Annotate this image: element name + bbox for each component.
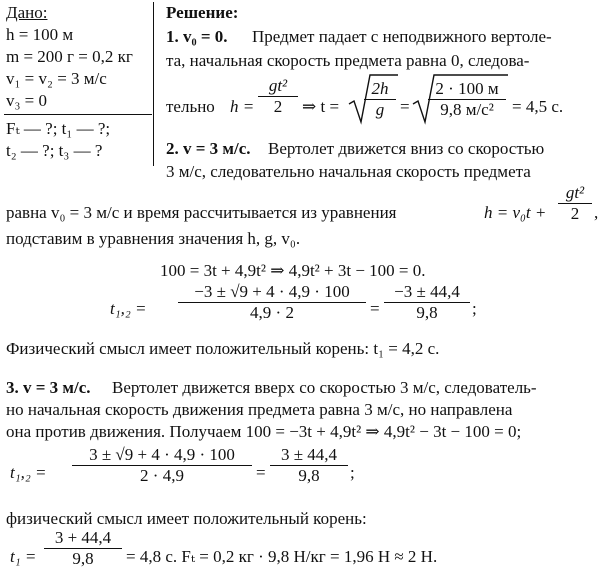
part2-physical-meaning: Физический смысл имеет положительный корень: t₁ = 4,2 с. (6, 339, 440, 358)
part2-roots-fraction-2 (384, 282, 470, 323)
fraction-numerator: −3 ± 44,4 (394, 282, 460, 301)
part3-head: 3. v = 3 м/с. (6, 378, 91, 397)
given-line-2: m = 200 г = 0,2 кг (6, 47, 133, 66)
part3-final-lhs: t₁ = (10, 547, 37, 566)
given-line-1: h = 100 м (6, 25, 74, 44)
part3-text-3: она против движения. Получаем 100 = −3t + 4,9t² ⇒ 4,9t² − 3t − 100 = 0; (6, 422, 522, 441)
part2-main-equation: 100 = 3t + 4,9t² ⇒ 4,9t² + 3t − 100 = 0. (160, 261, 426, 280)
fraction-denominator: 9,8 (298, 466, 320, 486)
fraction-denominator: 4,9 · 2 (250, 303, 294, 323)
given-separator (4, 114, 152, 115)
find-line-1: Fₜ — ?; t₁ — ?; (6, 119, 111, 138)
part1-fraction-gt2 (258, 76, 298, 117)
fraction-numerator: 2h (371, 79, 389, 98)
part1-implies: ⇒ t = (302, 97, 340, 116)
part1-equals: = (400, 97, 410, 116)
part3-roots-equals: = (256, 463, 266, 482)
part1-head: 1. v₀ = 0. (166, 27, 228, 46)
part2-roots-end: ; (472, 299, 477, 318)
fraction-numerator: 3 ± 44,4 (280, 445, 338, 464)
part2-eq-end: , (594, 203, 599, 222)
given-line-3: v₁ = v₂ = 3 м/с (6, 69, 107, 88)
find-line-2: t₂ — ?; t₃ — ? (6, 141, 103, 160)
given-vertical-divider (153, 2, 154, 166)
given-title: Дано: (6, 3, 48, 22)
part2-text-3: равна v₀ = 3 м/с и время рассчитывается из уравнения (6, 203, 397, 222)
fraction-denominator: 2 (273, 97, 283, 117)
fraction-numerator: 3 ± √9 + 4 · 4,9 · 100 (89, 445, 235, 464)
part2-roots-equals: = (370, 299, 380, 318)
fraction-numerator: gt² (565, 183, 585, 202)
part3-roots-fraction-2 (270, 445, 348, 486)
part3-roots-end: ; (350, 463, 355, 482)
part3-physical-meaning: физический смысл имеет положительный корень: (6, 509, 367, 528)
fraction-denominator: 2 (570, 204, 580, 224)
part2-text-1: Вертолет движется вниз со скоростью (268, 139, 545, 158)
part1-text-2: та, начальная скорость предмета равна 0, следова- (166, 51, 530, 70)
fraction-denominator: g (375, 100, 385, 120)
part1-eq-h: h = (230, 97, 255, 116)
solution-title: Решение: (166, 3, 239, 22)
part2-head: 2. v = 3 м/с. (166, 139, 251, 158)
part2-text-4: подставим в уравнения значения h, g, v₀. (6, 229, 301, 248)
part2-eq-lhs: h = v₀t + (484, 203, 547, 222)
part1-text-3: тельно (166, 97, 215, 116)
part3-roots-fraction (72, 445, 252, 486)
part3-final-result: = 4,8 с. Fₜ = 0,2 кг · 9,8 Н/кг = 1,96 Н ≈ 2 Н. (126, 547, 438, 566)
part3-roots-lhs: t₁,₂ = (10, 463, 47, 482)
fraction-denominator: 9,8 (72, 549, 94, 569)
part1-sqrt1-fraction (364, 79, 396, 120)
fraction-denominator: 2 · 4,9 (140, 466, 184, 486)
fraction-numerator: gt² (268, 76, 288, 95)
fraction-numerator: −3 ± √9 + 4 · 4,9 · 100 (194, 282, 350, 301)
part2-roots-lhs: t₁,₂ = (110, 299, 147, 318)
part1-text-1: Предмет падает с неподвижного вертоле- (252, 27, 552, 46)
part3-text-1: Вертолет движется вверх со скоростью 3 м/с, следователь- (112, 378, 537, 397)
part2-eq-fraction (558, 183, 592, 224)
fraction-denominator: 9,8 м/с² (440, 100, 494, 120)
part1-result: = 4,5 с. (512, 97, 564, 116)
given-line-4: v₃ = 0 (6, 91, 48, 110)
part2-roots-fraction (178, 282, 366, 323)
part2-text-2: 3 м/с, следовательно начальная скорость предмета (166, 162, 531, 181)
part3-final-fraction (44, 528, 122, 569)
part3-text-2: но начальная скорость движения предмета равна 3 м/с, но направлена (6, 400, 513, 419)
fraction-numerator: 3 + 44,4 (54, 528, 112, 547)
part1-sqrt2-fraction (428, 79, 506, 120)
fraction-denominator: 9,8 (416, 303, 438, 323)
fraction-numerator: 2 · 100 м (435, 79, 499, 98)
